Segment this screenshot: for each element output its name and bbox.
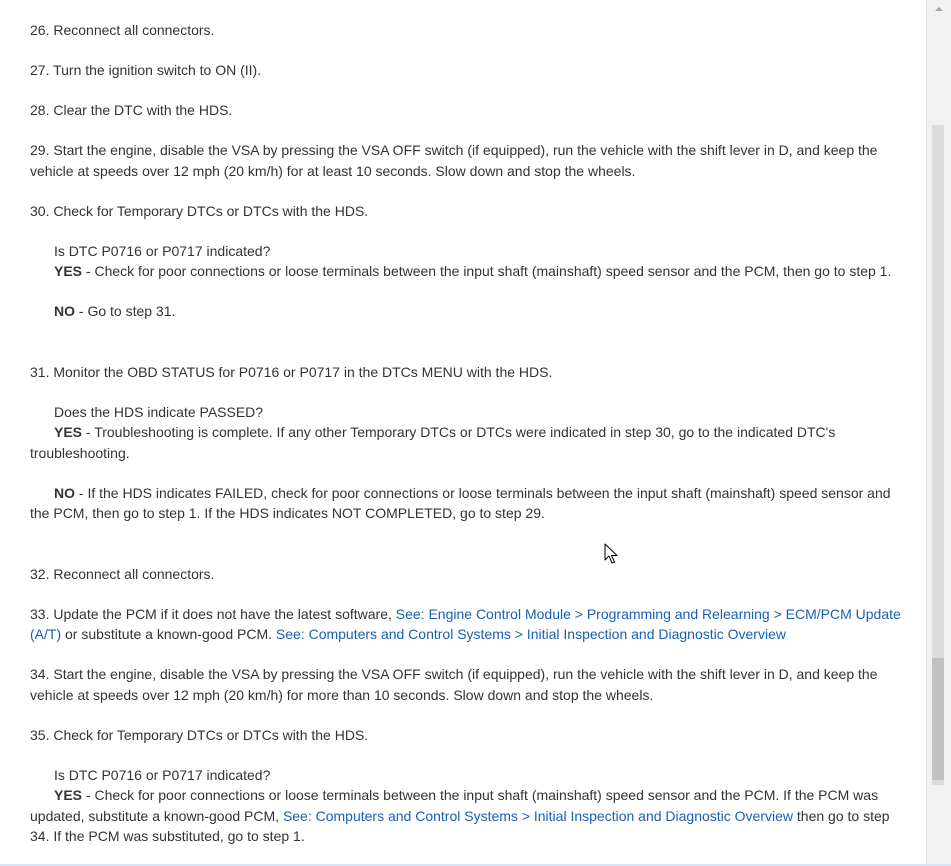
step-27: 27. Turn the ignition switch to ON (II). (30, 62, 262, 78)
vertical-scrollbar[interactable] (926, 0, 951, 866)
step-30-question: Is DTC P0716 or P0717 indicated? (54, 242, 271, 259)
step-33 (30, 604, 906, 645)
step-34: 34. Start the engine, disable the VSA by pressing the VSA OFF switch (if equipped), run the vehicle with the shift lever in D, and keep the vehicle at speeds over 12 mph (20 km/h) for more than 10 seconds. Slow down and stop the wheels. (30, 666, 878, 703)
step-26: 26. Reconnect all connectors. (30, 22, 215, 38)
step-35: 35. Check for Temporary DTCs or DTCs with the HDS. (30, 726, 369, 743)
step-35-yes (30, 785, 906, 847)
step-35-yes-text: - Check for poor connections or loose terminals between the input shaft (mainshaft) speed sensor and the PCM. If the PCM was updated, substitute a known-good PCM, (30, 787, 879, 824)
procedure-steps (30, 20, 906, 847)
step-31-no-text: - If the HDS indicates FAILED, check for poor connections or loose terminals between the input shaft (mainshaft) speed sensor and the PCM, then go to step 1. If the HDS indicates NOT COMPLETED, go to step 29. (30, 484, 891, 521)
initial-inspection-link-2[interactable]: See: Computers and Control Systems > Initial Inspection and Diagnostic Overview (282, 807, 794, 824)
yes-label: YES (54, 263, 83, 279)
step-30-no (30, 301, 906, 322)
step-29: 29. Start the engine, disable the VSA by pressing the VSA OFF switch (if equipped), run the vehicle with the shift lever in D, and keep the vehicle at speeds over 12 mph (20 km/h) for at least 10 seconds. Slow down and stop the wheels. (30, 142, 878, 179)
step-30-yes-text: - Check for poor connections or loose terminals between the input shaft (mainshaft) speed sensor and the PCM, then go to step 1. (82, 263, 892, 279)
step-30-no-text: - Go to step 31. (75, 303, 176, 319)
step-31-question: Does the HDS indicate PASSED? (54, 403, 264, 420)
yes-label: YES (54, 424, 83, 440)
step-31-no (30, 483, 906, 524)
ecm-pcm-update-link[interactable]: See: Engine Control Module > Programming and Relearning > ECM/PCM Update (A/T) (30, 605, 901, 642)
step-30: 30. Check for Temporary DTCs or DTCs with the HDS. (30, 202, 369, 219)
step-33-mid: or substitute a known-good PCM. (61, 626, 276, 642)
step-31: 31. Monitor the OBD STATUS for P0716 or P0717 in the DTCs MENU with the HDS. (30, 363, 553, 380)
step-30-yes (30, 261, 906, 282)
yes-label: YES (54, 787, 83, 803)
step-35-question: Is DTC P0716 or P0717 indicated? (54, 766, 271, 783)
step-31-yes-text: - Troubleshooting is complete. If any other Temporary DTCs or DTCs were indicated in step 30, go to the indicated DTC's troubleshooting. (30, 424, 836, 461)
step-33-text: 33. Update the PCM if it does not have the latest software, (30, 605, 396, 622)
mouse-pointer-icon (604, 543, 618, 565)
no-label: NO (54, 484, 75, 501)
step-31-yes (30, 422, 906, 463)
scrollbar-thumb[interactable] (932, 658, 944, 780)
step-35-yes-post: then go to step 34. If the PCM was substituted, go to step 1. (30, 807, 890, 844)
no-label: NO (54, 303, 75, 319)
scroll-up-icon[interactable] (927, 0, 951, 17)
step-28: 28. Clear the DTC with the HDS. (30, 102, 233, 118)
initial-inspection-link[interactable]: See: Computers and Control Systems > Initial Inspection and Diagnostic Overview (275, 626, 786, 642)
step-32: 32. Reconnect all connectors. (30, 565, 215, 582)
